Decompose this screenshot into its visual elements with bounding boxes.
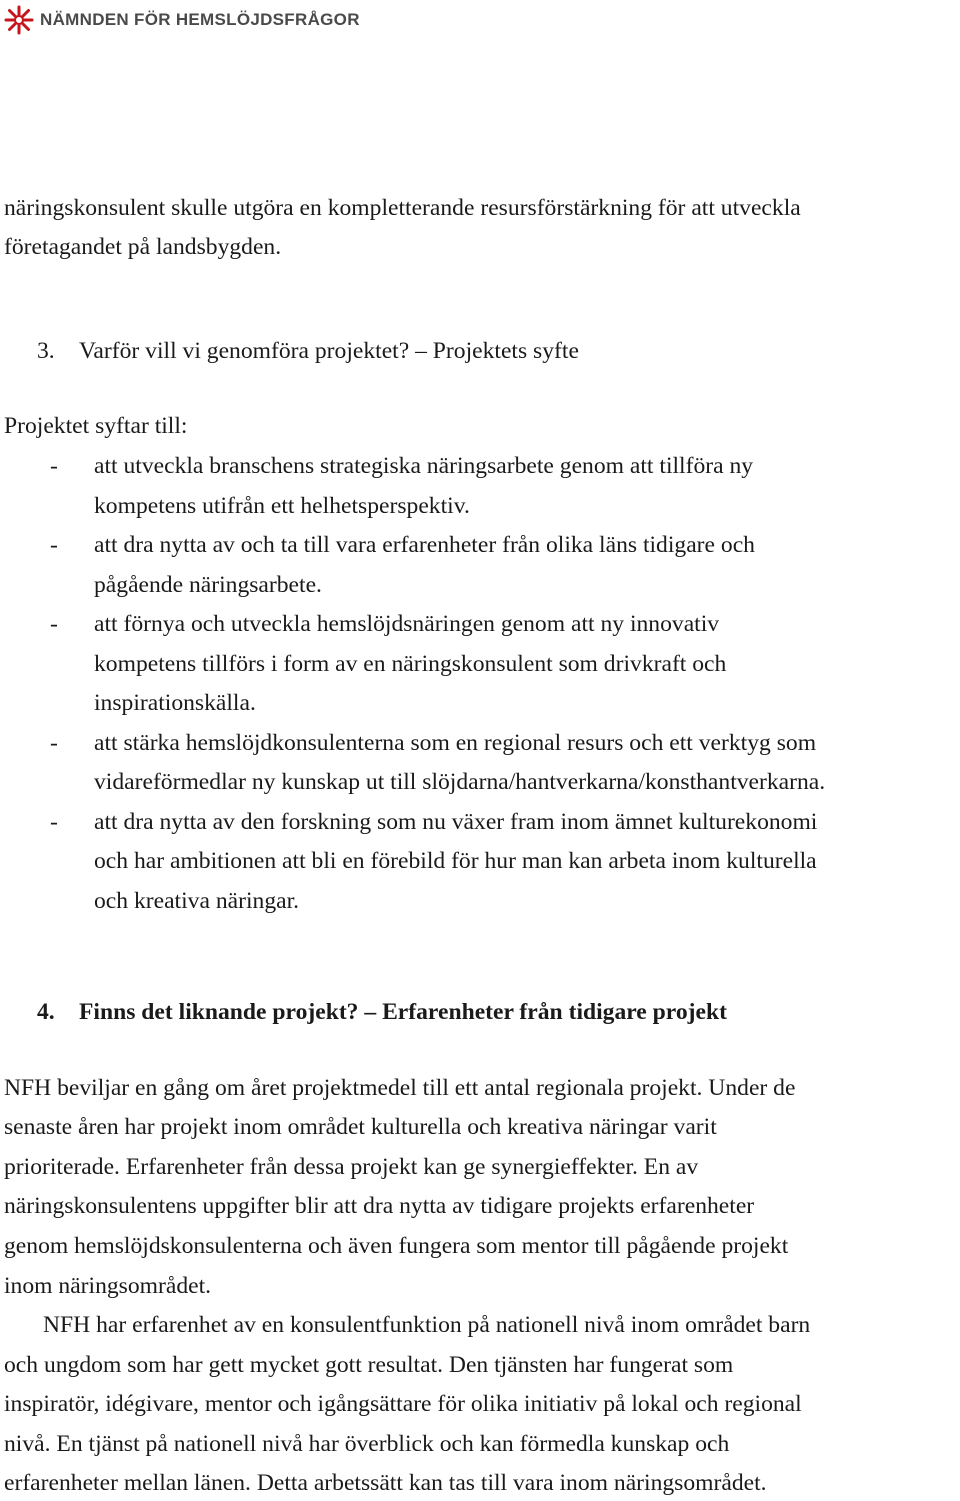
- paragraph-line: inspiratör, idégivare, mentor och igångsättare för olika initiativ på lokal och regional: [4, 1391, 802, 1417]
- bullet-line: kompetens utifrån ett helhetsperspektiv.: [94, 493, 470, 519]
- section-heading: Finns det liknande projekt? – Erfarenheter från tidigare projekt: [79, 999, 727, 1025]
- snowflake-star-logo: [4, 5, 34, 35]
- bullet-line: inspirationskälla.: [94, 690, 256, 716]
- bullet-line: att stärka hemslöjdkonsulenterna som en regional resurs och ett verktyg som: [94, 730, 817, 756]
- paragraph-line: näringskonsulentens uppgifter blir att dra nytta av tidigare projekts erfarenheter: [4, 1193, 755, 1219]
- bullet-marker: -: [50, 730, 58, 756]
- paragraph-line: senaste åren har projekt inom området kulturella och kreativa näringar varit: [4, 1114, 717, 1140]
- paragraph-line: prioriterade. Erfarenheter från dessa projekt kan ge synergieffekter. En av: [4, 1154, 699, 1180]
- bullet-line: att utveckla branschens strategiska näringsarbete genom att tillföra ny: [94, 453, 754, 479]
- bullet-marker: -: [50, 532, 58, 558]
- bullet-marker: -: [50, 809, 58, 835]
- paragraph-line: NFH har erfarenhet av en konsulentfunktion på nationell nivå inom området barn: [43, 1312, 811, 1338]
- section-heading: Varför vill vi genomföra projektet? – Projektets syfte: [79, 338, 579, 364]
- bullet-marker: -: [50, 453, 58, 479]
- bullet-line: att dra nytta av den forskning som nu växer fram inom ämnet kulturekonomi: [94, 809, 818, 835]
- paragraph-line: genom hemslöjdskonsulenterna och även fungera som mentor till pågående projekt: [4, 1233, 789, 1259]
- bullet-line: kompetens tillförs i form av en näringskonsulent som drivkraft och: [94, 651, 727, 677]
- paragraph-line: NFH beviljar en gång om året projektmedel till ett antal regionala projekt. Under de: [4, 1075, 796, 1101]
- bullet-marker: -: [50, 611, 58, 637]
- bullet-line: att förnya och utveckla hemslöjdsnäringen genom att ny innovativ: [94, 611, 720, 637]
- bullet-line: vidareförmedlar ny kunskap ut till slöjdarna/hantverkarna/konsthantverkarna.: [94, 769, 826, 795]
- paragraph-line: och ungdom som har gett mycket gott resultat. Den tjänsten har fungerat som: [4, 1352, 734, 1378]
- section-number: 4.: [37, 999, 55, 1025]
- document-header: [4, 4, 360, 36]
- paragraph-line: inom näringsområdet.: [4, 1273, 212, 1299]
- section-number: 3.: [37, 338, 55, 364]
- bullet-line: pågående näringsarbete.: [94, 572, 322, 598]
- bullet-line: och har ambitionen att bli en förebild för hur man kan arbeta inom kulturella: [94, 848, 817, 874]
- intro-line: näringskonsulent skulle utgöra en kompletterande resursförstärkning för att utveckla: [4, 195, 801, 221]
- paragraph-line: nivå. En tjänst på nationell nivå har överblick och kan förmedla kunskap och: [4, 1431, 730, 1457]
- bullet-line: att dra nytta av och ta till vara erfarenheter från olika läns tidigare och: [94, 532, 755, 558]
- section-lead: Projektet syftar till:: [4, 413, 188, 439]
- organization-name: NÄMNDEN FÖR HEMSLÖJDSFRÅGOR: [40, 10, 360, 29]
- bullet-line: och kreativa näringar.: [94, 888, 300, 914]
- intro-line: företagandet på landsbygden.: [4, 234, 282, 260]
- paragraph-line: erfarenheter mellan länen. Detta arbetssätt kan tas till vara inom näringsområdet.: [4, 1470, 767, 1496]
